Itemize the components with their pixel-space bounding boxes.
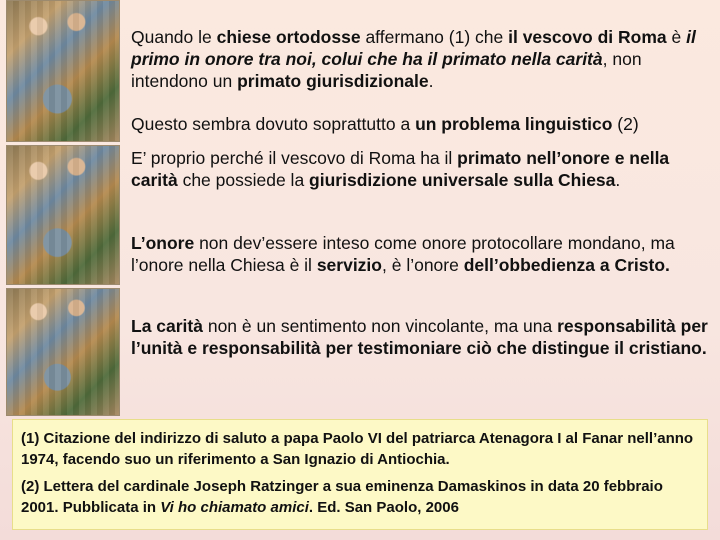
- text-run: .: [615, 170, 621, 190]
- text-run: che possiede la: [177, 170, 310, 190]
- text-run: il vescovo di Roma: [508, 27, 667, 47]
- paragraph-honor-service: [131, 232, 716, 276]
- text-run: un problema linguistico: [415, 114, 613, 134]
- text-run: L’onore: [131, 233, 195, 253]
- footnotes-box: [12, 419, 708, 530]
- text-run: è: [666, 27, 687, 47]
- text-run: , non intendono un: [131, 49, 642, 91]
- paragraph-primacy-honor: [131, 26, 716, 92]
- text-run: , è l’onore: [382, 255, 464, 275]
- text-run: non dev’essere inteso come onore protocollare mondano, ma l’onore nella Chiesa è il: [131, 233, 675, 275]
- text-run: Quando le: [131, 27, 217, 47]
- footnote-1: (1) Citazione del indirizzo di saluto a papa Paolo VI del patriarca Atenagora I al Fanar nell’anno 1974, facendo suo un riferimento a San Ignazio di Antiochia.: [21, 430, 694, 468]
- fresco-image: [6, 288, 120, 416]
- paragraph-universal-jurisdiction: [131, 147, 716, 191]
- text-run: il primo in onore tra noi, colui che ha il primato nella carità: [131, 27, 696, 69]
- footnote-2-book-title: Vi ho chiamato amici: [160, 499, 309, 516]
- fresco-image: [6, 0, 120, 142]
- text-run: primato giurisdizionale: [237, 71, 429, 91]
- text-run: giurisdizione universale sulla Chiesa: [309, 170, 616, 190]
- text-run: .: [428, 71, 434, 91]
- text-run: chiese ortodosse: [216, 27, 361, 47]
- footnote-2: [21, 476, 699, 518]
- fresco-image: [6, 145, 120, 285]
- text-run: La carità: [131, 316, 203, 336]
- text-run: responsabilità per l’unità e responsabilità per testimoniare ciò che distingue il cristiano.: [131, 316, 708, 358]
- text-run: dell’obbedienza a Cristo.: [463, 255, 670, 275]
- text-run: affermano (1) che: [360, 27, 509, 47]
- footnote-2-publisher: . Ed. San Paolo, 2006: [308, 499, 459, 516]
- text-run: non è un sentimento non vincolante, ma una: [202, 316, 558, 336]
- footnote-2-text: (2) Lettera del cardinale Joseph Ratzinger a sua eminenza Damaskinos in data 20 febbraio 2001. Pubblicata in: [21, 478, 663, 516]
- paragraph-charity-responsibility: [131, 315, 716, 359]
- text-run: Questo sembra dovuto soprattutto a: [131, 114, 416, 134]
- text-run: (2): [612, 114, 639, 134]
- text-run: servizio: [316, 255, 382, 275]
- paragraph-linguistic-problem: [131, 113, 716, 135]
- text-run: primato nell’onore e nella carità: [131, 148, 670, 190]
- text-run: E’ proprio perché il vescovo di Roma ha il: [131, 148, 458, 168]
